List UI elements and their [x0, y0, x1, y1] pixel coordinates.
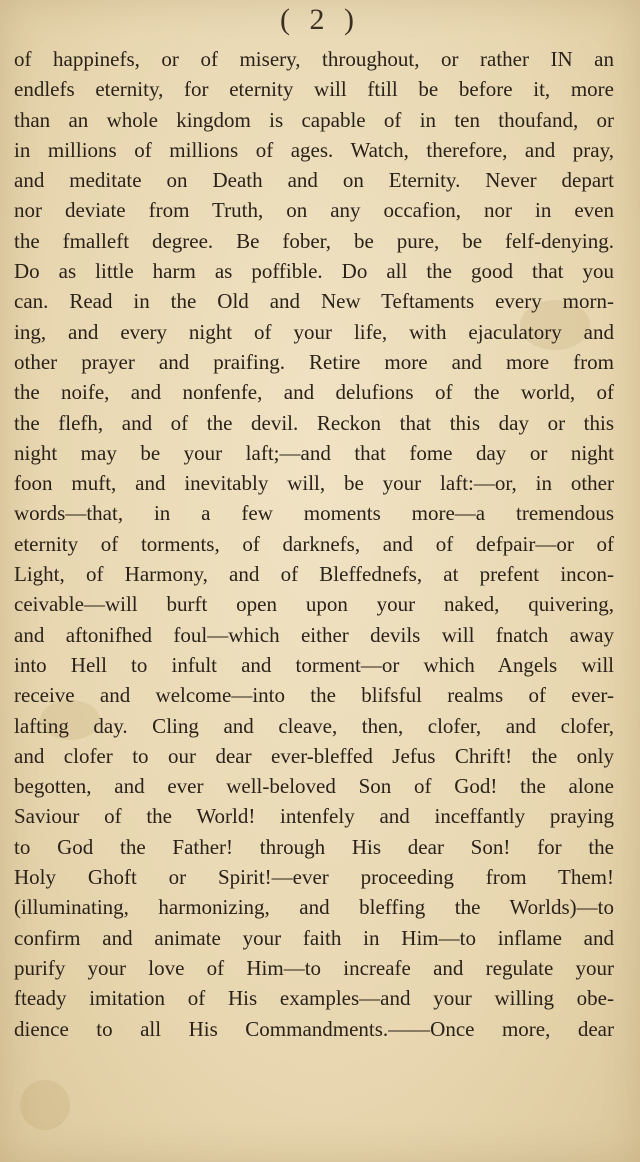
text-line: and aftonifhed foul—which either devils will fnatch away: [14, 622, 614, 647]
text-line: than an whole kingdom is capable of in ten thoufand, or: [14, 107, 614, 132]
text-line: of happinefs, or of misery, throughout, or rather IN an: [14, 47, 614, 71]
text-line: purify your love of Him—to increafe and regulate your: [14, 955, 614, 980]
text-line: the noife, and nonfenfe, and delufions of the world, of: [14, 380, 614, 405]
text-line: begotten, and ever well-beloved Son of God! the alone: [14, 774, 614, 799]
text-line: lafting day. Cling and cleave, then, clofer, and clofer,: [14, 713, 614, 738]
text-line: nor deviate from Truth, on any occafion, nor in even: [14, 198, 614, 223]
text-line: Holy Ghoft or Spirit!—ever proceeding from Them!: [14, 865, 614, 890]
text-line: other prayer and praifing. Retire more and more from: [14, 349, 614, 374]
page-number: ( 2 ): [280, 3, 360, 36]
text-line: words—that, in a few moments more—a tremendous: [14, 501, 614, 526]
text-line: can. Read in the Old and New Teftaments every morn-: [14, 289, 614, 314]
text-line: fteady imitation of His examples—and your willing obe-: [14, 986, 614, 1011]
text-line: the flefh, and of the devil. Reckon that this day or this: [14, 410, 614, 435]
text-line: Light, of Harmony, and of Bleffednefs, at prefent incon-: [14, 562, 614, 587]
text-line: endlefs eternity, for eternity will ftill be before it, more: [14, 77, 614, 102]
text-line: the fmalleft degree. Be fober, be pure, be felf-denying.: [14, 228, 614, 253]
text-line: in millions of millions of ages. Watch, therefore, and pray,: [14, 137, 614, 162]
text-line: into Hell to infult and torment—or which Angels will: [14, 652, 614, 677]
text-line: ing, and every night of your life, with ejaculatory and: [14, 319, 614, 344]
text-line: dience to all His Commandments.——Once more, dear: [14, 1016, 614, 1041]
body-text: [14, 44, 614, 1044]
text-line: receive and welcome—into the blifsful realms of ever-: [14, 683, 614, 708]
text-line: Saviour of the World! intenfely and inceffantly praying: [14, 804, 614, 829]
text-line: Do as little harm as poffible. Do all the good that you: [14, 259, 614, 284]
text-line: to God the Father! through His dear Son! for the: [14, 834, 614, 859]
text-line: confirm and animate your faith in Him—to inflame and: [14, 925, 614, 950]
text-line: eternity of torments, of darknefs, and of defpair—or of: [14, 531, 614, 556]
text-line: and clofer to our dear ever-bleffed Jefus Chrift! the only: [14, 743, 614, 768]
text-line: ceivable—will burft open upon your naked, quivering,: [14, 592, 614, 617]
text-line: (illuminating, harmonizing, and bleffing the Worlds)—to: [14, 895, 614, 920]
text-line: and meditate on Death and on Eternity. Never depart: [14, 168, 614, 193]
text-line: foon muft, and inevitably will, be your laft:—or, in other: [14, 471, 614, 496]
text-line: night may be your laft;—and that fome day or night: [14, 440, 614, 465]
